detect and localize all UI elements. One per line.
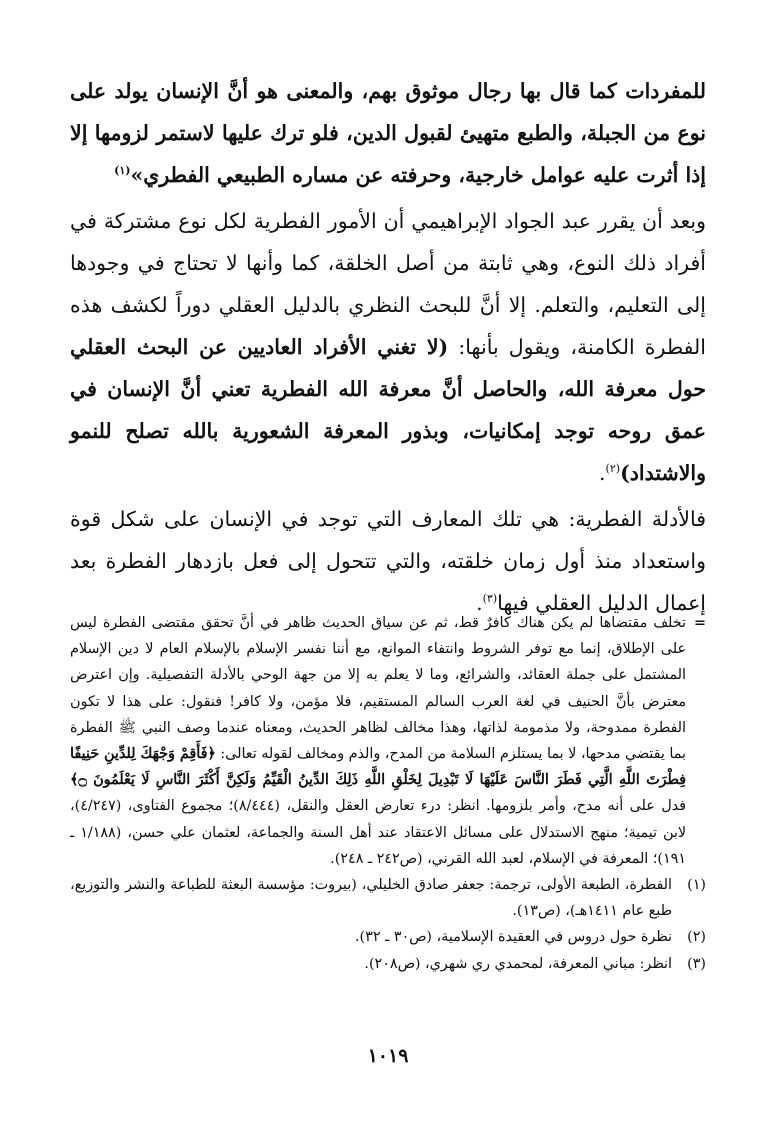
footnote-ref-1: (١): [114, 164, 131, 178]
paragraph-3: [70, 498, 706, 624]
paragraph-1: [70, 70, 706, 196]
paragraph-3-text: فالأدلة الفطرية: هي تلك المعارف التي توجد في الإنسان على شكل قوة واستعداد منذ أول زمان خلقته، والتي تتحول إلى فعل بازدهار الفطرة بعد إعمال الدليل العقلي فيها: [70, 507, 706, 615]
paragraph-2: [70, 200, 706, 494]
footnote-1: [70, 872, 706, 924]
footnote-continuation: [70, 610, 706, 872]
continuation-text-after: فدل على أنه مدح، وأمر بلزومها. انظر: درء تعارض العقل والنقل، (٨/٤٤٤)؛ مجموع الفتاوى، (٤/٢٤٧)، لابن تيمية؛ منهج الاستدلال على مسائل الاعتقاد عند أهل السنة والجماعة، لعثمان علي حسن، (١/١٨٨ ـ ١٩١)؛ المعرفة في الإسلام، لعبد الله القرني، (ص٢٤٢ ـ ٢٤٨).: [70, 798, 687, 867]
footnote-3-text: انظر: مباني المعرفة، لمحمدي ري شهري، (ص٢٠٨).: [364, 955, 672, 972]
footnote-1-text: الفطرة، الطبعة الأولى، ترجمة: جعفر صادق الخليلي، (بيروت: مؤسسة البعثة للطباعة والنشر والتوزيع، طبع عام ١٤١١هـ)، (ص١٣).: [70, 877, 672, 920]
footnote-2: [70, 924, 706, 950]
main-text: [70, 70, 706, 624]
footnote-3: [70, 951, 706, 977]
paragraph-2-end: .: [599, 461, 606, 485]
paragraph-1-text: للمفردات كما قال بها رجال موثوق بهم، والمعنى هو أنَّ الإنسان يولد على نوع من الجبلة، والطبع متهيئ لقبول الدين، فلو ترك عليها لاستمر لزومها إلا إذا أثرت عليه عوامل خارجية، وحرفته عن مساره الطبيعي الفطري»: [70, 79, 706, 187]
footnote-1-number: (١): [687, 877, 706, 894]
footnote-2-number: (٢): [687, 929, 706, 946]
footnote-ref-2: (٢): [605, 462, 621, 476]
footnote-2-text: نظرة حول دروس في العقيدة الإسلامية، (ص٣٠ ـ ٣٢).: [355, 929, 672, 946]
footnote-3-number: (٣): [687, 955, 706, 972]
quran-verse: ﴿فَأَقِمْ وَجْهَكَ لِلدِّينِ حَنِيفًا فِطْرَتَ اللَّهِ الَّتِي فَطَرَ النَّاسَ عَلَيْهَا لَا تَبْدِيلَ لِخَلْقِ اللَّهِ ذَلِكَ الدِّينُ الْقَيِّمُ وَلَكِنَّ أَكْثَرَ النَّاسِ لَا يَعْلَمُونَ ۝﴾: [70, 746, 686, 789]
footnote-ref-3: (٣): [482, 592, 498, 606]
page-number: ١٠١٩: [367, 1045, 409, 1067]
footnotes-section: [70, 610, 706, 977]
continuation-marker: =: [694, 615, 706, 631]
page: [70, 70, 706, 1067]
paragraph-2-text: وبعد أن يقرر عبد الجواد الإبراهيمي أن الأمور الفطرية لكل نوع مشتركة في أفراد ذلك النوع، وهي ثابتة من أصل الخلقة، كما وأنها لا تحتاج في وجودها إلى التعليم، والتعلم. إلا أنَّ للبحث النظري بالدليل العقلي دوراً لكشف هذه الفطرة الكامنة، ويقول بأنها:: [70, 209, 706, 359]
continuation-text-before: تخلف مقتضاها لم يكن هناك كافرٌ قط، ثم عن سياق الحديث ظاهر في أنَّ تحقق مقتضى الفطرة ليس على الإطلاق، إنما مع توفر الشروط وانتفاء الموانع، مع أننا نفسر الإسلام بالإسلام العام لا دين الإسلام المشتمل على جملة العقائد، والشرائع، وما لا يعلم به إلا من جهة الوحي بالأدلة التفصيلية. وإن اعترض معترض بأنَّ الحنيف في لغة العرب السالم المستقيم، فلا مؤمن، ولا كافر! فنقول: على هذا لا تكون الفطرة ممدوحة، ولا مذمومة لذاتها، وهذا مخالف لظاهر الحديث، ومعناه عندما وصف النبي ﷺ الفطرة بما يقتضي مدحها، لا بما يستلزم السلامة من المدح، والذم ومخالف لقوله تعالى:: [70, 615, 686, 763]
paragraph-2-quote: (لا تغني الأفراد العاديين عن البحث العقلي حول معرفة الله، والحاصل أنَّ معرفة الله الفطرية تعني أنَّ الإنسان في عمق روحه توجد إمكانيات، وبذور المعرفة الشعورية بالله تصلح للنمو والاشتداد): [70, 335, 706, 485]
paragraph-3-end: .: [476, 591, 483, 615]
